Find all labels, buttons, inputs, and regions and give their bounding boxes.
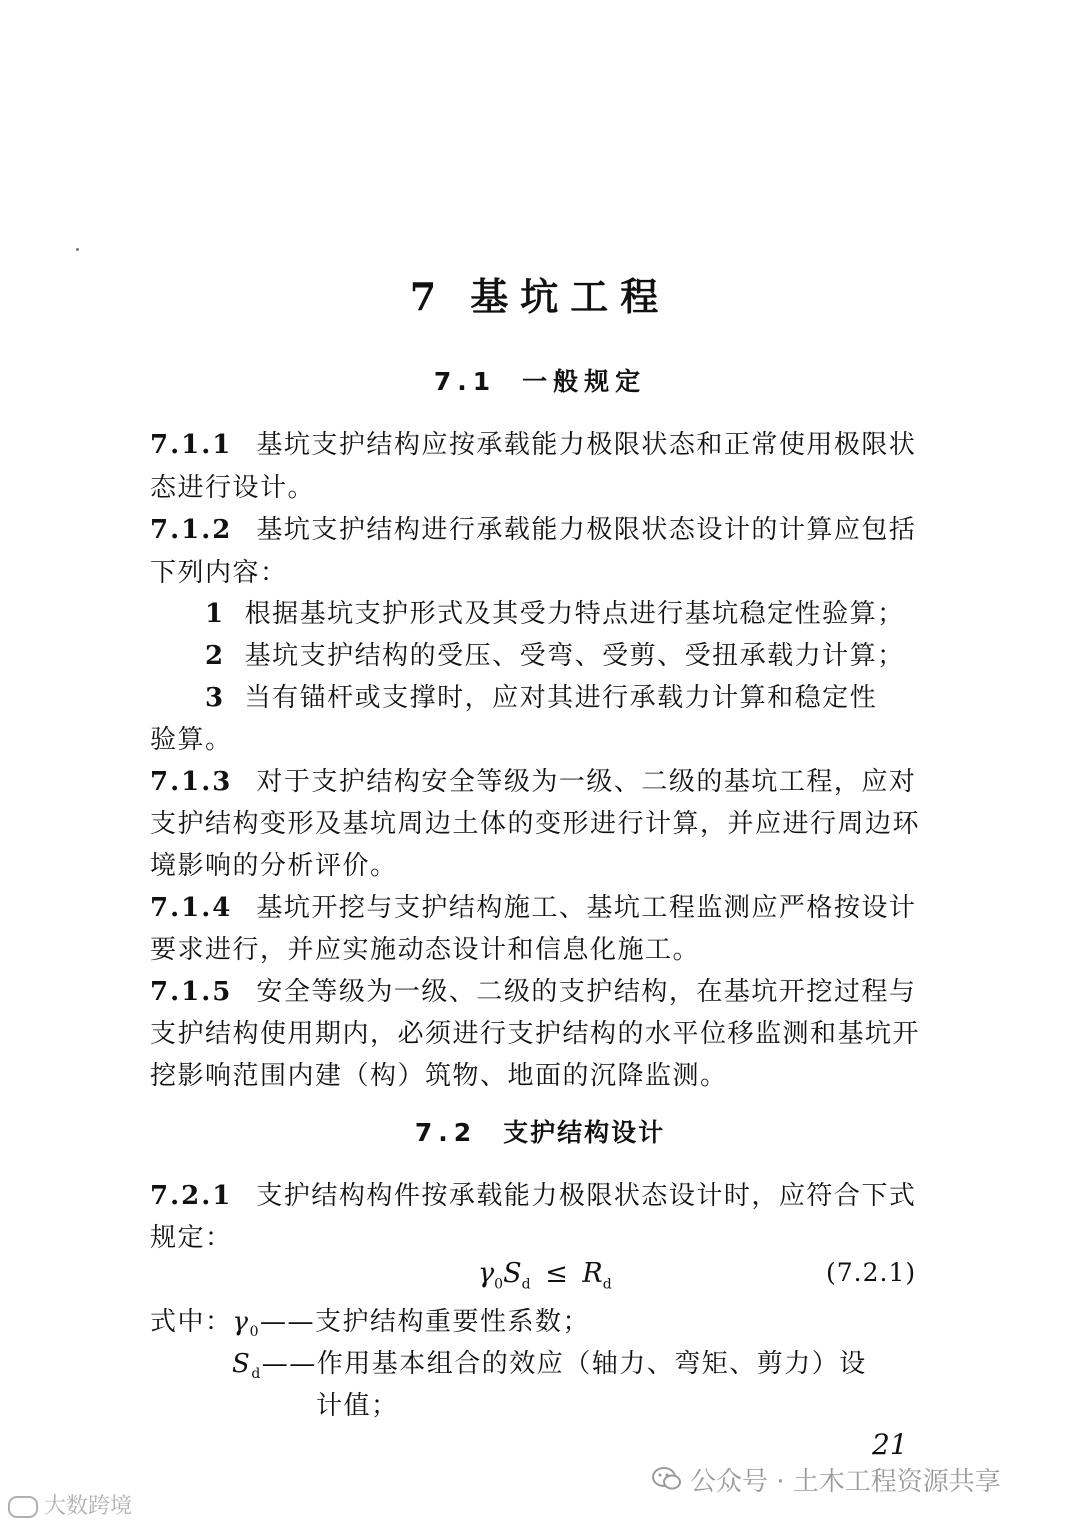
clause-7-1-4-line2: 要求进行，并应实施动态设计和信息化施工。 [150, 935, 701, 965]
clause-text: 基坑开挖与支护结构施工、基坑工程监测应严格按设计 [256, 893, 917, 923]
list-item-3 [205, 677, 877, 714]
clause-text: 对于支护结构安全等级为一级、二级的基坑工程，应对 [256, 767, 917, 797]
clause-7-1-3-line2: 支护结构变形及基坑周边土体的变形进行计算，并应进行周边环 [150, 809, 921, 839]
clause-7-1-5-line3: 挖影响范围内建（构）筑物、地面的沉降监测。 [150, 1061, 728, 1091]
formula-operator: ≤ [545, 1258, 568, 1289]
formula-r: R [582, 1258, 603, 1289]
clause-7-1-4 [150, 887, 916, 924]
watermark-text: 公众号 · 土木工程资源共享 [690, 1467, 1001, 1497]
watermark-wechat [652, 1461, 1001, 1499]
clause-number: 7.2.1 [150, 1181, 233, 1211]
clause-number: 7.1.3 [150, 767, 233, 797]
definition-symbol-sub: 0 [249, 1324, 260, 1341]
formula-r-sub: d [602, 1276, 612, 1293]
formula-gamma: γ [478, 1258, 495, 1289]
formula-7-2-1 [478, 1258, 612, 1292]
page-number: 21 [872, 1428, 908, 1461]
section-title-text: 一般规定 [522, 367, 647, 396]
formula-s-sub: d [521, 1276, 531, 1293]
section-number: 7.2 [414, 1118, 478, 1147]
scan-speck [76, 248, 79, 251]
item-text: 当有锚杆或支撑时，应对其进行承载力计算和稳定性 [244, 683, 878, 713]
definition-symbol: γ [232, 1307, 250, 1337]
clause-text: 基坑支护结构应按承载能力极限状态和正常使用极限状 [256, 430, 917, 460]
definition-1 [150, 1301, 590, 1340]
item-text: 基坑支护结构的受压、受弯、受剪、受扭承载力计算； [244, 641, 905, 671]
formula-gamma-sub: 0 [494, 1276, 504, 1293]
list-item-2 [205, 635, 905, 672]
clause-number: 7.1.5 [150, 977, 233, 1007]
clause-number: 7.1.2 [150, 515, 233, 545]
section-7-1-title [0, 362, 1080, 398]
item-number: 2 [205, 641, 225, 671]
clause-number: 7.1.4 [150, 893, 233, 923]
clause-7-1-3-line3: 境影响的分析评价。 [150, 851, 398, 881]
clause-text: 安全等级为一级、二级的支护结构，在基坑开挖过程与 [256, 977, 917, 1007]
equation-number: (7.2.1) [826, 1258, 917, 1287]
watermark-logo-icon [8, 1496, 38, 1518]
chapter-title-text: 基坑工程 [470, 274, 671, 319]
clause-7-1-2-continued: 下列内容： [150, 558, 288, 588]
item-number: 3 [205, 683, 225, 713]
clause-7-2-1 [150, 1175, 916, 1212]
list-item-3-continued: 验算。 [150, 725, 233, 755]
watermark-corner [8, 1489, 132, 1520]
clause-text: 基坑支护结构进行承载能力极限状态设计的计算应包括 [256, 515, 917, 545]
definition-2-continued: 计值； [316, 1391, 399, 1421]
list-item-1 [205, 593, 905, 630]
section-7-2-title [0, 1113, 1080, 1149]
definition-text: ——作用基本组合的效应（轴力、弯矩、剪力）设 [261, 1349, 867, 1379]
item-text: 根据基坑支护形式及其受力特点进行基坑稳定性验算； [244, 599, 905, 629]
clause-7-1-2 [150, 509, 916, 546]
clause-text: 支护结构构件按承载能力极限状态设计时，应符合下式 [256, 1181, 917, 1211]
wechat-icon [652, 1466, 682, 1499]
clause-7-1-3 [150, 761, 916, 798]
clause-7-1-1-continued: 态进行设计。 [150, 473, 316, 503]
definition-symbol-sub: d [251, 1366, 262, 1383]
clause-7-1-1 [150, 424, 916, 461]
clause-7-1-5-line2: 支护结构使用期内，必须进行支护结构的水平位移监测和基坑开 [150, 1019, 921, 1049]
watermark-corner-text: 大数跨境 [44, 1494, 133, 1519]
clause-7-2-1-continued: 规定： [150, 1223, 233, 1253]
definition-symbol: S [232, 1349, 252, 1379]
definition-2 [232, 1343, 867, 1382]
definition-text: ——支护结构重要性系数； [259, 1307, 590, 1337]
clause-7-1-5 [150, 971, 916, 1008]
definition-lead: 式中： [150, 1307, 233, 1337]
section-title-text: 支护结构设计 [503, 1118, 666, 1147]
chapter-number: 7 [409, 274, 449, 319]
formula-s: S [503, 1258, 522, 1289]
item-number: 1 [205, 599, 225, 629]
clause-number: 7.1.1 [150, 430, 233, 460]
chapter-title [0, 266, 1080, 321]
section-number: 7.1 [433, 367, 497, 396]
